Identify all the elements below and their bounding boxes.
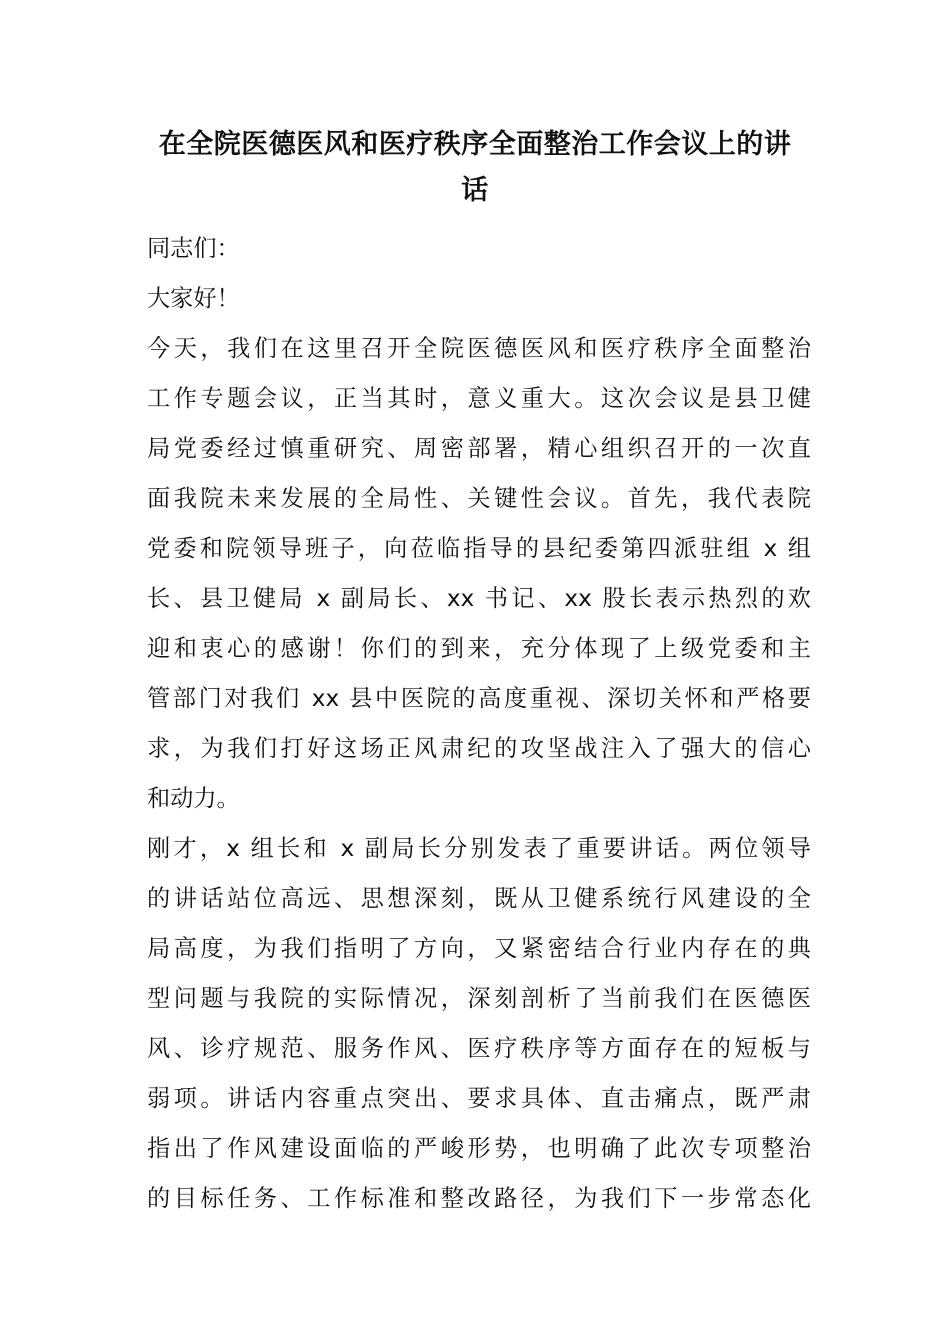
paragraph-line: 局党委经过慎重研究、周密部署，精心组织召开的一次直: [147, 435, 811, 462]
paragraph-line: 指出了作风建设面临的严峻形势，也明确了此次专项整治: [147, 1135, 811, 1162]
paragraph-line: 迎和衷心的感谢！你们的到来，充分体现了上级党委和主: [147, 635, 811, 662]
document-title: [140, 122, 810, 214]
paragraph-line: 型问题与我院的实际情况，深刻剖析了当前我们在医德医: [147, 985, 811, 1012]
paragraph-line: 求，为我们打好这场正风肃纪的攻坚战注入了强大的信心: [147, 735, 811, 762]
paragraph-line: 工作专题会议，正当其时，意义重大。这次会议是县卫健: [147, 385, 811, 412]
paragraph-line: 弱项。讲话内容重点突出、要求具体、直击痛点，既严肃: [147, 1085, 811, 1112]
paragraph-2: [147, 824, 811, 1224]
paragraph-line: 面我院未来发展的全局性、关键性会议。首先，我代表院: [147, 485, 811, 512]
paragraph-line: 风、诊疗规范、服务作风、医疗秩序等方面存在的短板与: [147, 1035, 811, 1062]
paragraph-line: 和动力。: [147, 785, 240, 812]
paragraph-line: 党委和院领导班子，向莅临指导的县纪委第四派驻组 x 组: [147, 535, 811, 562]
paragraph-line: 局高度，为我们指明了方向，又紧密结合行业内存在的典: [147, 935, 811, 962]
title-line: 在全院医德医风和医疗秩序全面整治工作会议上的讲: [158, 129, 792, 160]
paragraph-line: 的讲话站位高远、思想深刻，既从卫健系统行风建设的全: [147, 885, 811, 912]
paragraph-line: 长、县卫健局 x 副局长、xx 书记、xx 股长表示热烈的欢: [147, 585, 811, 612]
paragraph-line: 管部门对我们 xx 县中医院的高度重视、深切关怀和严格要: [147, 685, 811, 712]
salutation: 同志们：: [147, 235, 240, 262]
greeting: 大家好！: [147, 285, 240, 312]
paragraph-1: [147, 324, 811, 824]
document-body: [147, 224, 811, 1224]
paragraph-line: 刚才，x 组长和 x 副局长分别发表了重要讲话。两位领导: [147, 835, 811, 862]
title-line: 话: [461, 175, 489, 206]
paragraph-line: 今天，我们在这里召开全院医德医风和医疗秩序全面整治: [147, 335, 811, 362]
paragraph-line: 的目标任务、工作标准和整改路径，为我们下一步常态化: [147, 1185, 811, 1212]
